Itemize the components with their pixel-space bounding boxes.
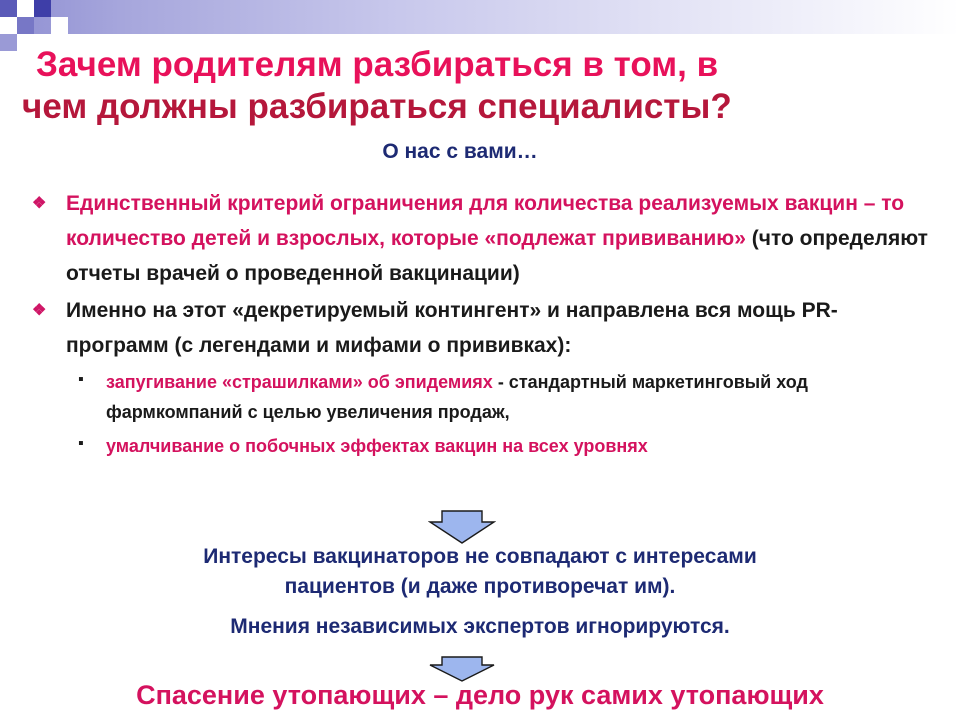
slide-title [22,44,922,128]
bullet-2-text: Именно на этот «декретируемый контингент» и направлена вся мощь PR-программ (с легендами и мифами о прививках): [66,299,838,357]
conclusion-line-1: Интересы вакцинаторов не совпадают с интересами [203,545,757,568]
bullet-1-text: (что определяют отчеты врачей о проведенной вакцинации) [66,227,928,285]
deco-square [51,17,68,34]
final-statement: Спасение утопающих – дело рук самих утопающих [136,680,824,710]
bullet-list [32,186,932,461]
deco-square [0,0,17,17]
deco-square [0,34,17,51]
deco-square [0,17,17,34]
square-bullet-icon: ▪ [78,371,84,388]
square-bullet-icon: ▪ [78,435,84,452]
bullet-item-2 [32,293,932,363]
title-line-1: Зачем родителям разбираться в том, в [36,45,719,84]
sub-bullet-item-1 [32,367,932,427]
diamond-bullet-icon: ❖ [32,302,47,319]
deco-square [34,0,51,17]
down-arrow-icon [428,510,496,544]
conclusion-line-2: пациентов (и даже противоречат им). [284,575,676,598]
down-arrow-icon [428,656,496,682]
diamond-bullet-icon: ❖ [32,195,47,212]
sub-bullet-1-highlight: запугивание «страшилками» об эпидемиях [106,372,493,392]
sub-bullet-1-text: - стандартный маркетинговый ход фармкомпаний с целью увеличения продаж, [106,372,808,422]
deco-square [17,17,34,34]
slide-subtitle: О нас с вами… [382,140,538,163]
title-line-2: чем должны разбираться специалисты? [22,87,732,126]
sub-bullet-2-highlight: умалчивание о побочных эффектах вакцин на всех уровнях [106,436,648,456]
conclusion-line-3: Мнения независимых экспертов игнорируются. [230,615,730,638]
sub-bullet-item-2 [32,431,932,461]
bullet-1-highlight: Единственный критерий ограничения для количества реализуемых вакцин – то количество детей и взрослых, которые «подлежат прививанию» [66,192,905,250]
bullet-item-1 [32,186,932,291]
deco-square [17,0,34,17]
header-gradient-bar [0,0,960,34]
